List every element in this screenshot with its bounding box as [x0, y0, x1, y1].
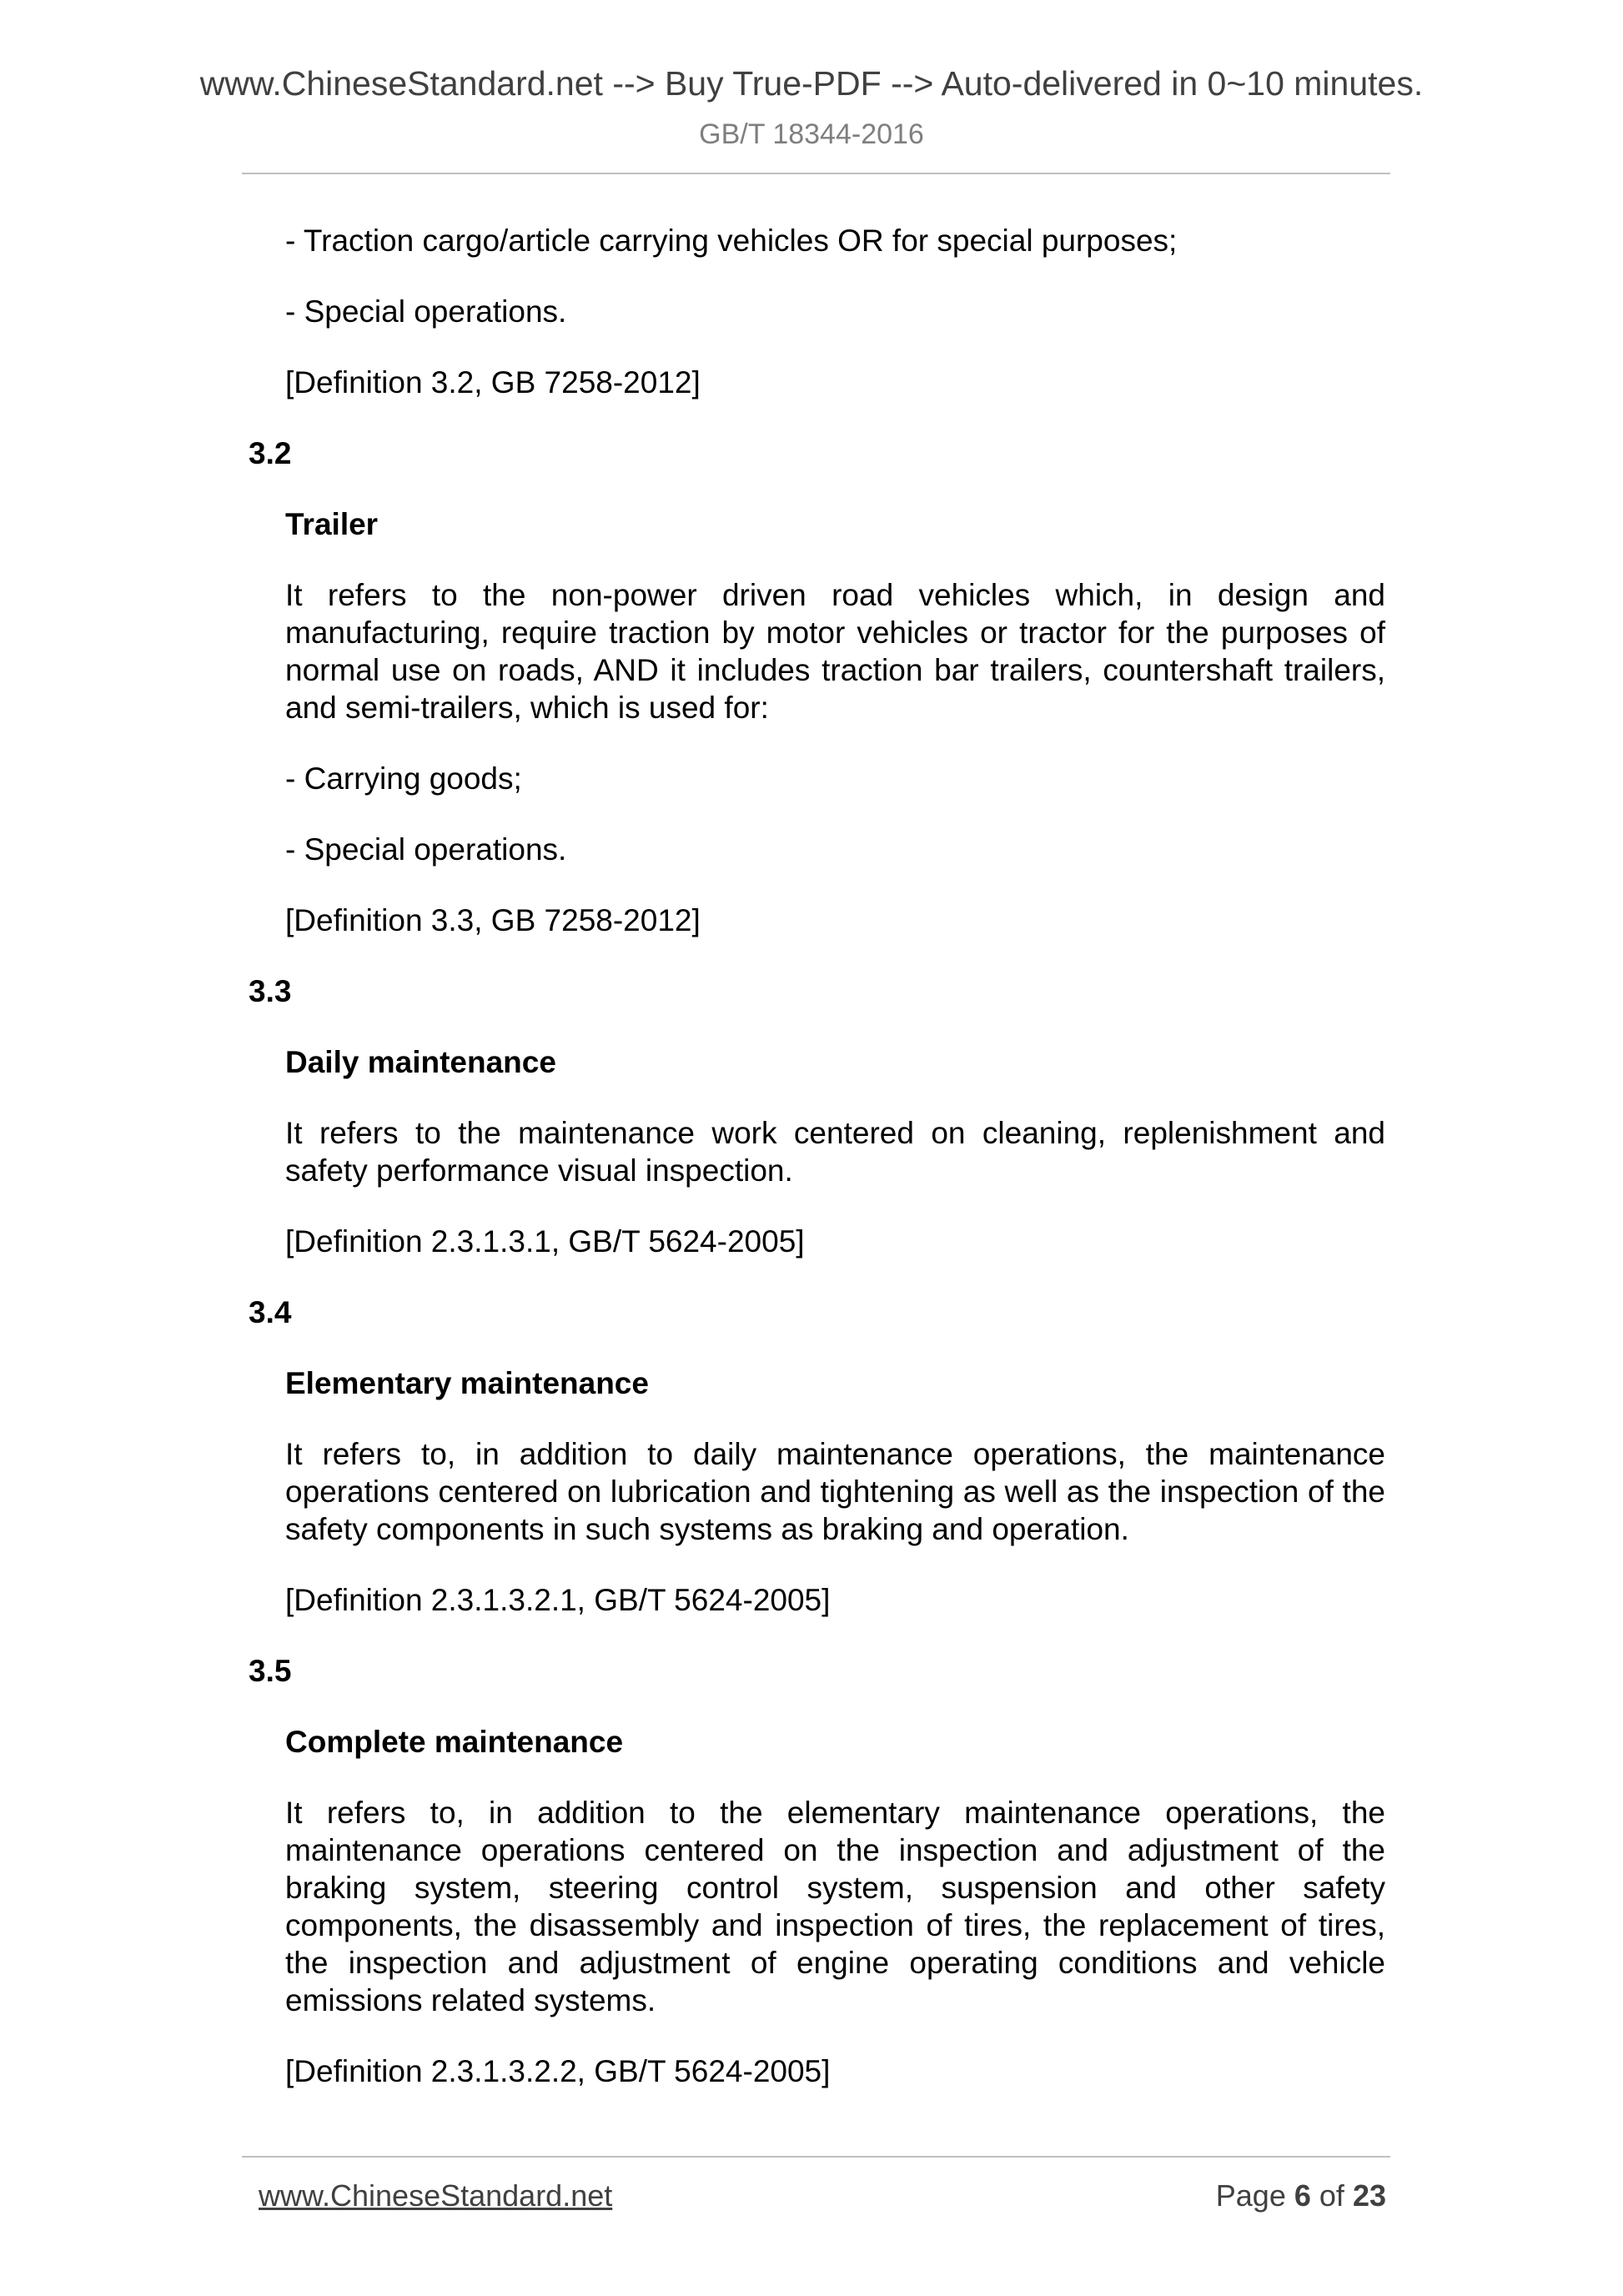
term-complete-maintenance: Complete maintenance — [285, 1725, 624, 1759]
header-banner: www.ChineseStandard.net --> Buy True-PDF --> Auto-delivered in 0~10 minutes. — [199, 64, 1424, 103]
term-daily-maintenance: Daily maintenance — [285, 1045, 556, 1079]
footer-divider — [242, 2156, 1390, 2158]
term-trailer: Trailer — [285, 507, 379, 541]
page-of: of — [1319, 2178, 1344, 2213]
intro-item-2: - Special operations. — [285, 294, 567, 329]
page-current: 6 — [1294, 2178, 1311, 2213]
page-label: Page — [1215, 2178, 1286, 2213]
trailer-item-2: - Special operations. — [285, 832, 567, 867]
term-elementary-maintenance: Elementary maintenance — [285, 1366, 649, 1400]
source-3-3: [Definition 2.3.1.3.1, GB/T 5624-2005] — [285, 1224, 805, 1259]
section-number-3-5: 3.5 — [249, 1654, 292, 1688]
document-body — [242, 222, 1390, 2123]
section-number-3-2: 3.2 — [249, 436, 292, 470]
page-indicator — [1216, 2178, 1386, 2213]
intro-source: [Definition 3.2, GB 7258-2012] — [285, 365, 701, 399]
section-number-3-4: 3.4 — [249, 1295, 292, 1329]
standard-number: GB/T 18344-2016 — [699, 118, 924, 150]
source-3-2: [Definition 3.3, GB 7258-2012] — [285, 903, 701, 937]
page-total: 23 — [1352, 2178, 1386, 2213]
footer-website-link[interactable]: www.ChineseStandard.net — [259, 2178, 613, 2213]
definition-daily-maintenance: It refers to the maintenance work centered on cleaning, replenishment and safety performance visual inspection. — [285, 1116, 1385, 1188]
trailer-item-1: - Carrying goods; — [285, 761, 522, 796]
definition-elementary-maintenance: It refers to, in addition to daily maintenance operations, the maintenance operations centered on lubrication and tightening as well as the inspection of the safety components in such systems as braking and operation. — [285, 1437, 1385, 1546]
intro-item-1: - Traction cargo/article carrying vehicles OR for special purposes; — [285, 224, 1178, 258]
section-number-3-3: 3.3 — [249, 974, 292, 1008]
definition-trailer: It refers to the non-power driven road vehicles which, in design and manufacturing, require traction by motor vehicles or tractor for the purposes of normal use on roads, AND it includes traction bar trailers, countershaft trailers, and semi-trailers, which is used for: — [285, 578, 1385, 725]
source-3-4: [Definition 2.3.1.3.2.1, GB/T 5624-2005] — [285, 1583, 831, 1617]
definition-complete-maintenance: It refers to, in addition to the elementary maintenance operations, the maintenance operations centered on the inspection and adjustment of the braking system, steering control system, suspension and other safety components, the disassembly and inspection of tires, the replacement of tires, the inspection and adjustment of engine operating conditions and vehicle emissions related systems. — [285, 1796, 1385, 2017]
header-divider — [242, 173, 1390, 174]
source-3-5: [Definition 2.3.1.3.2.2, GB/T 5624-2005] — [285, 2054, 831, 2088]
